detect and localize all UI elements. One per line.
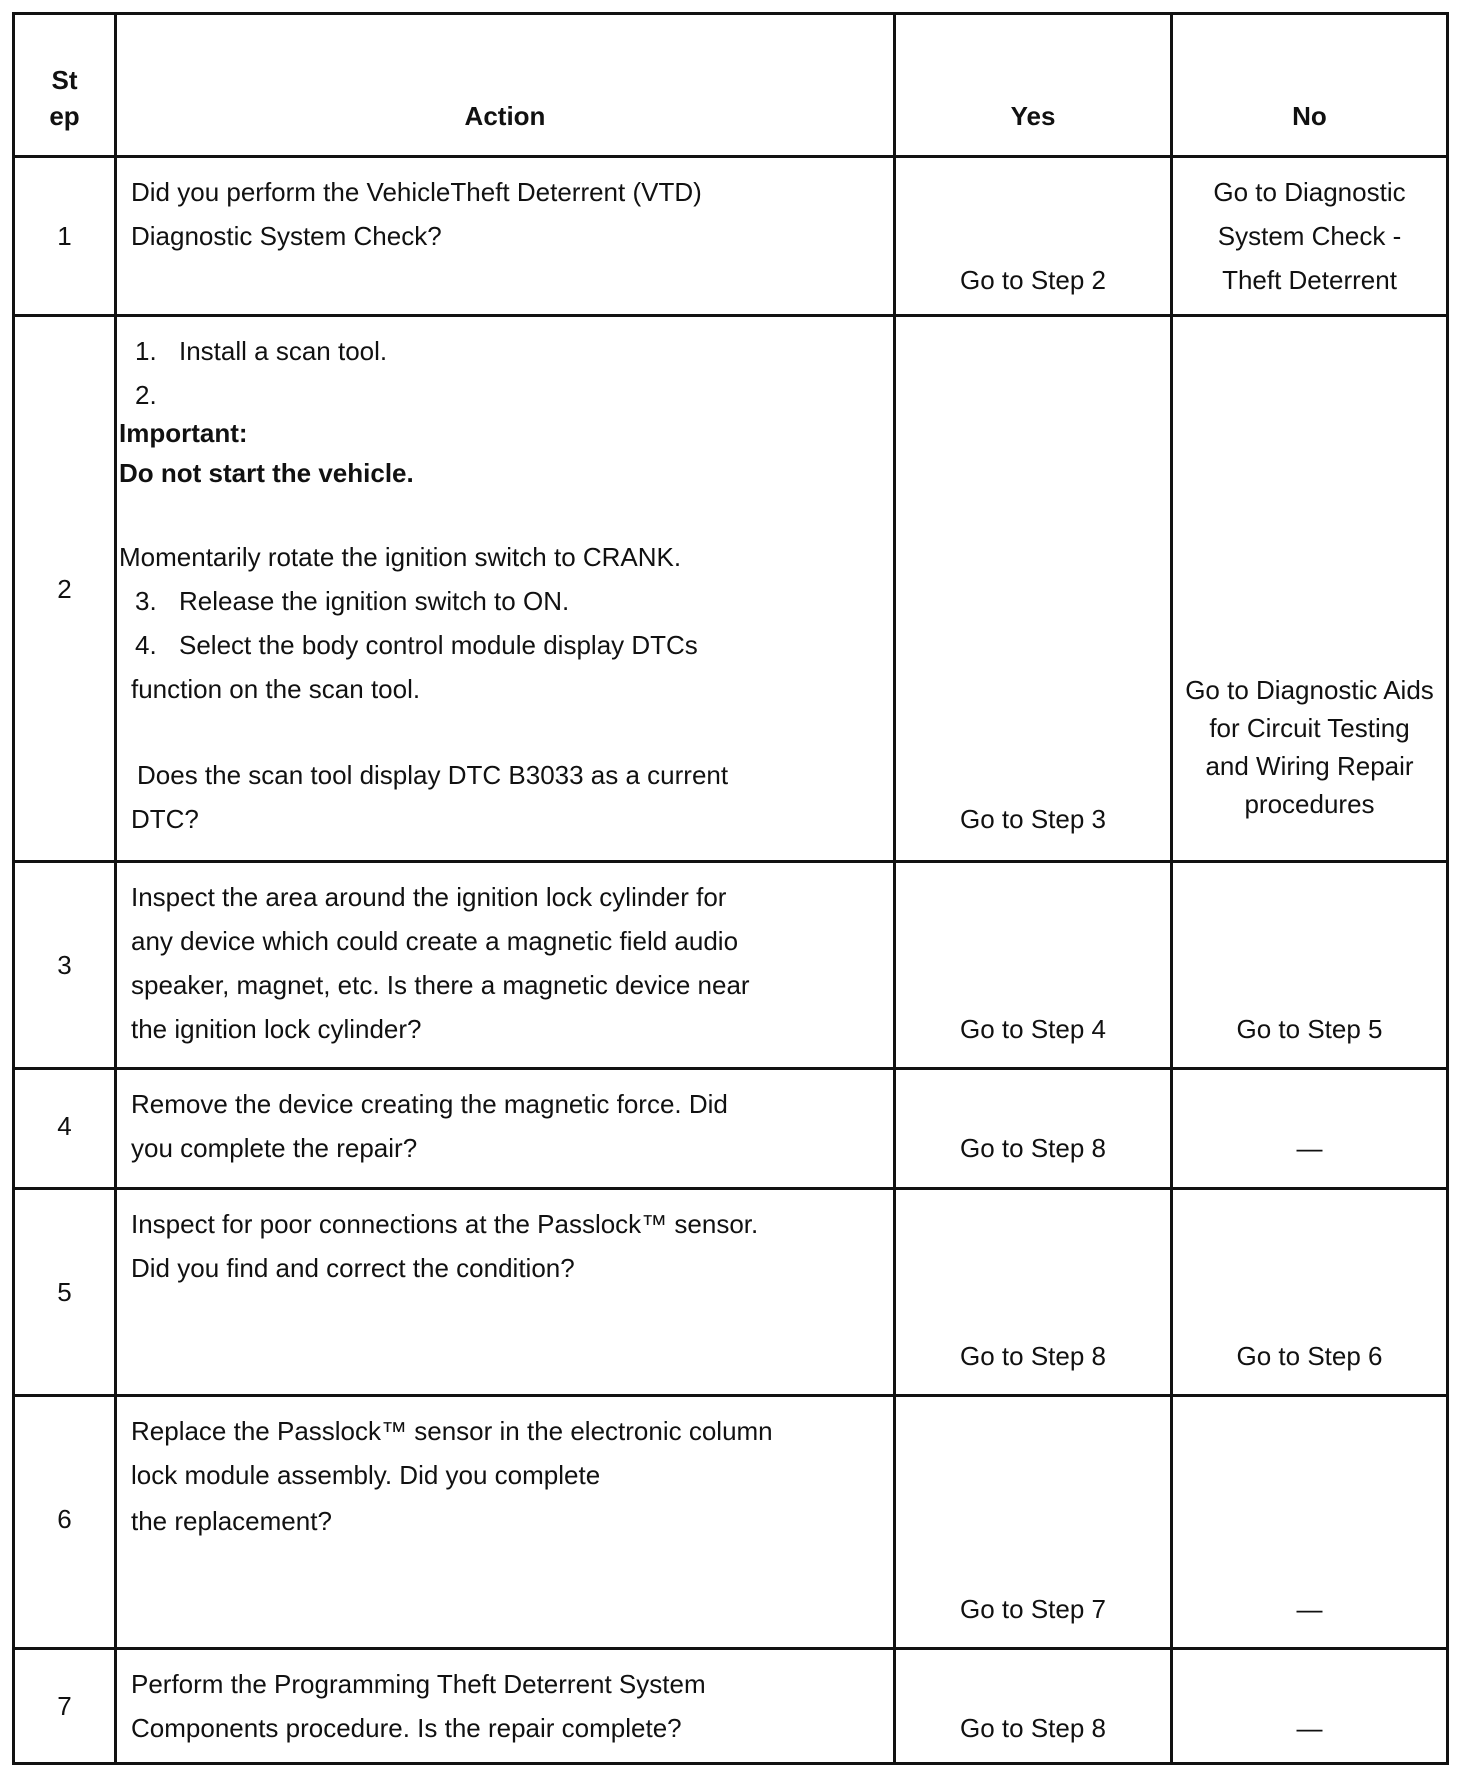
step-cell [15, 1190, 117, 1394]
action-cell [117, 317, 896, 860]
no-dash: — [1296, 1713, 1323, 1743]
yes-cell [896, 1650, 1173, 1765]
action-text: the replacement? [131, 1506, 332, 1536]
no-link[interactable]: procedures [1244, 789, 1375, 819]
header-yes-cell [896, 15, 1173, 155]
action-text: Inspect for poor connections at the Passlock™ sensor. [131, 1209, 759, 1239]
item-text: Release the ignition switch to ON. [179, 586, 570, 616]
yes-link[interactable]: Go to Step 7 [960, 1594, 1106, 1624]
table-row [15, 863, 1446, 1070]
no-link[interactable]: System Check - [1217, 221, 1402, 251]
item-number: 1. [135, 336, 157, 366]
action-text: any device which could create a magnetic field audio [131, 926, 739, 956]
yes-cell [896, 1070, 1173, 1187]
action-cell [117, 1397, 896, 1647]
no-link[interactable]: Theft Deterrent [1222, 265, 1397, 295]
step-cell [15, 158, 117, 314]
no-link[interactable]: for Circuit Testing [1209, 713, 1410, 743]
action-text: the ignition lock cylinder? [131, 1014, 422, 1044]
step-number: 2 [57, 574, 72, 604]
no-link[interactable]: Go to Diagnostic [1213, 177, 1406, 207]
table-row [15, 1397, 1446, 1650]
no-cell [1173, 317, 1446, 860]
action-text: Diagnostic System Check? [131, 221, 442, 251]
action-cell [117, 863, 896, 1067]
yes-cell [896, 158, 1173, 314]
yes-cell [896, 1397, 1173, 1647]
header-no: No [1292, 101, 1327, 131]
important-label: Important: [119, 418, 248, 448]
action-text: Perform the Programming Theft Deterrent System [131, 1669, 706, 1699]
item-text: Select the body control module display DTCs [179, 630, 698, 660]
action-text: Inspect the area around the ignition lock cylinder for [131, 882, 727, 912]
step-number: 6 [57, 1504, 72, 1534]
no-cell [1173, 1397, 1446, 1647]
table-header-row [15, 15, 1446, 158]
action-cell [117, 158, 896, 314]
yes-cell [896, 863, 1173, 1067]
step-cell [15, 1650, 117, 1765]
header-step-line2: ep [49, 101, 80, 131]
action-text: speaker, magnet, etc. Is there a magnetic device near [131, 970, 750, 1000]
action-text: you complete the repair? [131, 1133, 418, 1163]
table-row [15, 1190, 1446, 1397]
no-cell [1173, 1070, 1446, 1187]
header-action: Action [464, 101, 546, 131]
item-number: 4. [135, 630, 157, 660]
no-cell [1173, 1650, 1446, 1765]
no-link[interactable]: Go to Step 5 [1236, 1014, 1383, 1044]
step-number: 1 [57, 221, 72, 251]
item-text: Install a scan tool. [179, 336, 388, 366]
yes-link[interactable]: Go to Step 8 [960, 1713, 1106, 1743]
action-text: lock module assembly. Did you complete [131, 1460, 601, 1490]
step-number: 7 [57, 1691, 72, 1721]
no-cell [1173, 1190, 1446, 1394]
yes-cell [896, 1190, 1173, 1394]
item-number: 2. [135, 380, 157, 410]
no-link[interactable]: and Wiring Repair [1205, 751, 1414, 781]
diagnostic-table [12, 12, 1449, 1765]
action-text: Did you find and correct the condition? [131, 1253, 575, 1283]
step-cell [15, 1070, 117, 1187]
header-step-cell [15, 15, 117, 155]
header-no-cell [1173, 15, 1446, 155]
header-action-cell [117, 15, 896, 155]
no-cell [1173, 158, 1446, 314]
question-text: DTC? [131, 804, 199, 834]
step-cell [15, 317, 117, 860]
table-row [15, 1070, 1446, 1190]
action-text: Remove the device creating the magnetic force. Did [131, 1089, 728, 1119]
yes-cell [896, 317, 1173, 860]
step-number: 4 [57, 1111, 72, 1141]
important-text: Do not start the vehicle. [119, 458, 414, 488]
item-text: function on the scan tool. [131, 674, 421, 704]
action-text: Components procedure. Is the repair complete? [131, 1713, 682, 1743]
no-dash: — [1296, 1594, 1323, 1624]
yes-link[interactable]: Go to Step 3 [960, 804, 1106, 834]
step-number: 5 [57, 1277, 72, 1307]
item-text: Momentarily rotate the ignition switch to CRANK. [119, 542, 682, 572]
action-cell [117, 1650, 896, 1765]
yes-link[interactable]: Go to Step 8 [960, 1133, 1106, 1163]
question-text: Does the scan tool display DTC B3033 as a current [137, 760, 729, 790]
action-cell [117, 1070, 896, 1187]
step-cell [15, 1397, 117, 1647]
header-step-line1: St [51, 65, 78, 95]
yes-link[interactable]: Go to Step 4 [960, 1014, 1106, 1044]
action-cell [117, 1190, 896, 1394]
no-link[interactable]: Go to Diagnostic Aids [1185, 675, 1434, 705]
step-number: 3 [57, 950, 72, 980]
table-row [15, 317, 1446, 863]
header-yes: Yes [1010, 101, 1056, 131]
no-cell [1173, 863, 1446, 1067]
yes-link[interactable]: Go to Step 2 [960, 265, 1106, 295]
action-text: Did you perform the VehicleTheft Deterrent (VTD) [131, 177, 702, 207]
no-link[interactable]: Go to Step 6 [1236, 1341, 1383, 1371]
step-cell [15, 863, 117, 1067]
no-dash: — [1296, 1133, 1323, 1163]
item-number: 3. [135, 586, 157, 616]
yes-link[interactable]: Go to Step 8 [960, 1341, 1106, 1371]
action-text: Replace the Passlock™ sensor in the electronic column [131, 1416, 773, 1446]
table-row [15, 158, 1446, 317]
table-row [15, 1650, 1446, 1765]
